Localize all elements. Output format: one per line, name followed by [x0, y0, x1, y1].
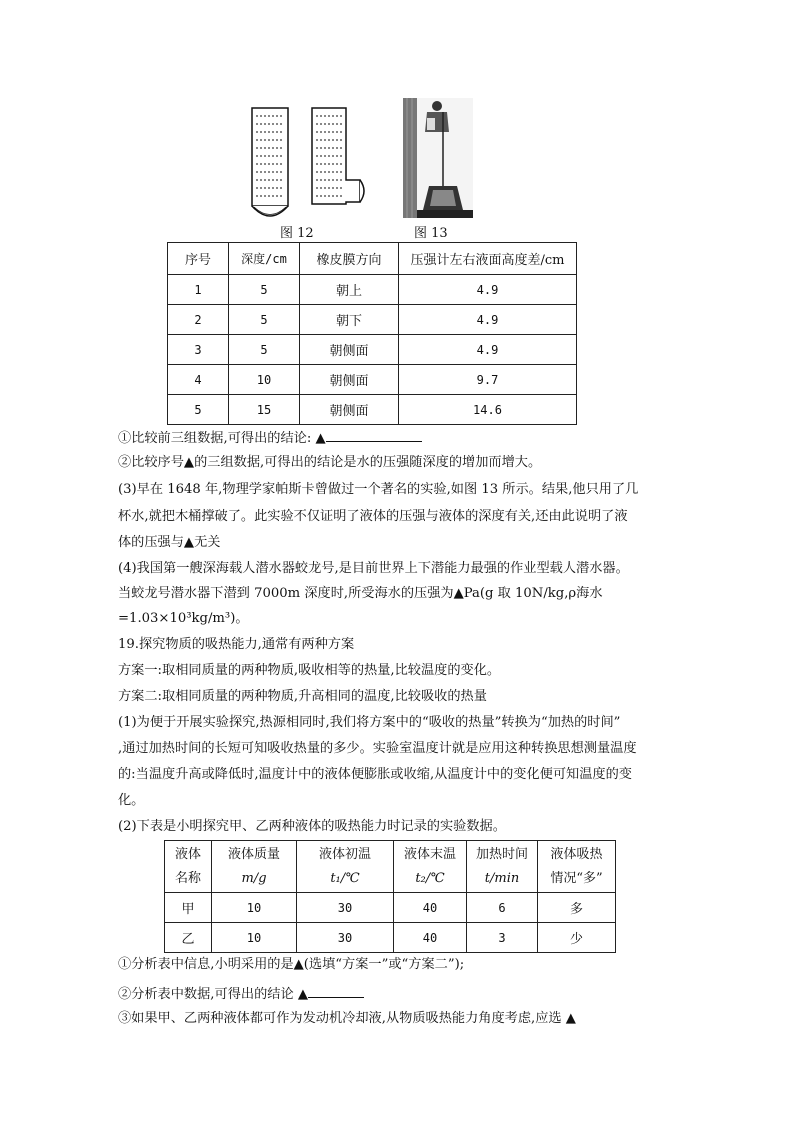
- answer-blank: [308, 983, 364, 998]
- text-line: ③如果甲、乙两种液体都可作为发动机冷却液,从物质吸热能力角度考虑,应选 ▲: [118, 1011, 576, 1026]
- table1-cell: 5: [168, 395, 229, 425]
- text-line: 19.探究物质的吸热能力,通常有两种方案: [118, 637, 355, 652]
- text-line: ②分析表中数据,可得出的结论 ▲: [118, 983, 364, 1004]
- figure-13-caption: 图 13: [414, 226, 448, 241]
- table1-cell: 朝上: [300, 275, 399, 305]
- text-line: ①分析表中信息,小明采用的是▲(选填“方案一”或“方案二”);: [118, 957, 465, 972]
- text-line: (1)为便于开展实验探究,热源相同时,我们将方案中的“吸收的热量”转换为“加热的时间”: [118, 715, 621, 730]
- figure-12-caption: 图 12: [280, 226, 314, 241]
- text-line: (3)早在 1648 年,物理学家帕斯卡曾做过一个著名的实验,如图 13 所示。结果,他只用了几: [118, 482, 639, 497]
- table1-cell: 朝侧面: [300, 365, 399, 395]
- pressure-data-table: [167, 242, 577, 425]
- text-line: 化。: [118, 793, 145, 808]
- table2-header-cell: 液体质量 m/g: [212, 841, 297, 893]
- text-line: 当蛟龙号潜水器下潜到 7000m 深度时,所受海水的压强为▲Pa(g 取 10N/kg,ρ海水: [118, 586, 603, 601]
- table1-cell: 2: [168, 305, 229, 335]
- text-line: 的:当温度升高或降低时,温度计中的液体便膨胀或收缩,从温度计中的变化便可知温度的变: [118, 767, 632, 782]
- table1-cell: 5: [229, 305, 300, 335]
- text-line: 方案二:取相同质量的两种物质,升高相同的温度,比较吸收的热量: [118, 689, 487, 704]
- text-line: (2)下表是小明探究甲、乙两种液体的吸热能力时记录的实验数据。: [118, 819, 506, 834]
- table2-header-cell: 液体 名称: [165, 841, 212, 893]
- text-line: 方案一:取相同质量的两种物质,吸收相等的热量,比较温度的变化。: [118, 663, 501, 678]
- heat-absorption-table: [164, 840, 616, 953]
- text-line: =1.03×10³kg/m³)。: [118, 611, 249, 626]
- table1-cell: 15: [229, 395, 300, 425]
- table1-cell: 5: [229, 275, 300, 305]
- table1-cell: 9.7: [399, 365, 577, 395]
- table2-cell: 40: [394, 923, 467, 953]
- figure-13-illustration: [403, 98, 473, 218]
- text-line: (4)我国第一艘深海载人潜水器蛟龙号,是目前世界上下潜能力最强的作业型载人潜水器。: [118, 561, 629, 576]
- table1-cell: 朝下: [300, 305, 399, 335]
- table2-cell: 30: [297, 923, 394, 953]
- table2-cell: 3: [467, 923, 538, 953]
- table1-cell: 朝侧面: [300, 395, 399, 425]
- table1-cell: 10: [229, 365, 300, 395]
- table1-header-cell: 橡皮膜方向: [300, 243, 399, 275]
- text-line: ②比较序号▲的三组数据,可得出的结论是水的压强随深度的增加而增大。: [118, 455, 542, 470]
- table2-cell: 10: [212, 923, 297, 953]
- text-line: ①比较前三组数据,可得出的结论: ▲: [118, 427, 422, 448]
- text-line: 杯水,就把木桶撑破了。此实验不仅证明了液体的压强与液体的深度有关,还由此说明了液: [118, 509, 628, 524]
- table2-header-cell: 液体初温 t₁/℃: [297, 841, 394, 893]
- table2-header-cell: 加热时间 t/min: [467, 841, 538, 893]
- text-line: 体的压强与▲无关: [118, 535, 221, 550]
- table1-cell: 14.6: [399, 395, 577, 425]
- table2-cell: 多: [538, 893, 616, 923]
- table1-cell: 4.9: [399, 305, 577, 335]
- table1-cell: 5: [229, 335, 300, 365]
- table1-cell: 3: [168, 335, 229, 365]
- table2-cell: 40: [394, 893, 467, 923]
- table1-cell: 4.9: [399, 275, 577, 305]
- table1-cell: 4: [168, 365, 229, 395]
- table1-header-cell: 深度/cm: [229, 243, 300, 275]
- table1-cell: 1: [168, 275, 229, 305]
- table2-cell: 30: [297, 893, 394, 923]
- table2-header-cell: 液体吸热 情况“多”: [538, 841, 616, 893]
- table1-header-cell: 序号: [168, 243, 229, 275]
- table2-cell: 乙: [165, 923, 212, 953]
- table1-cell: 朝侧面: [300, 335, 399, 365]
- text-line: ,通过加热时间的长短可知吸收热量的多少。实验室温度计就是应用这种转换思想测量温度: [118, 741, 637, 756]
- table2-cell: 6: [467, 893, 538, 923]
- answer-blank: [326, 427, 422, 442]
- table2-cell: 10: [212, 893, 297, 923]
- table1-cell: 4.9: [399, 335, 577, 365]
- table2-cell: 甲: [165, 893, 212, 923]
- table2-cell: 少: [538, 923, 616, 953]
- figure-12-illustration: [240, 104, 370, 222]
- table2-header-cell: 液体末温 t₂/℃: [394, 841, 467, 893]
- table1-header-cell: 压强计左右液面高度差/cm: [399, 243, 577, 275]
